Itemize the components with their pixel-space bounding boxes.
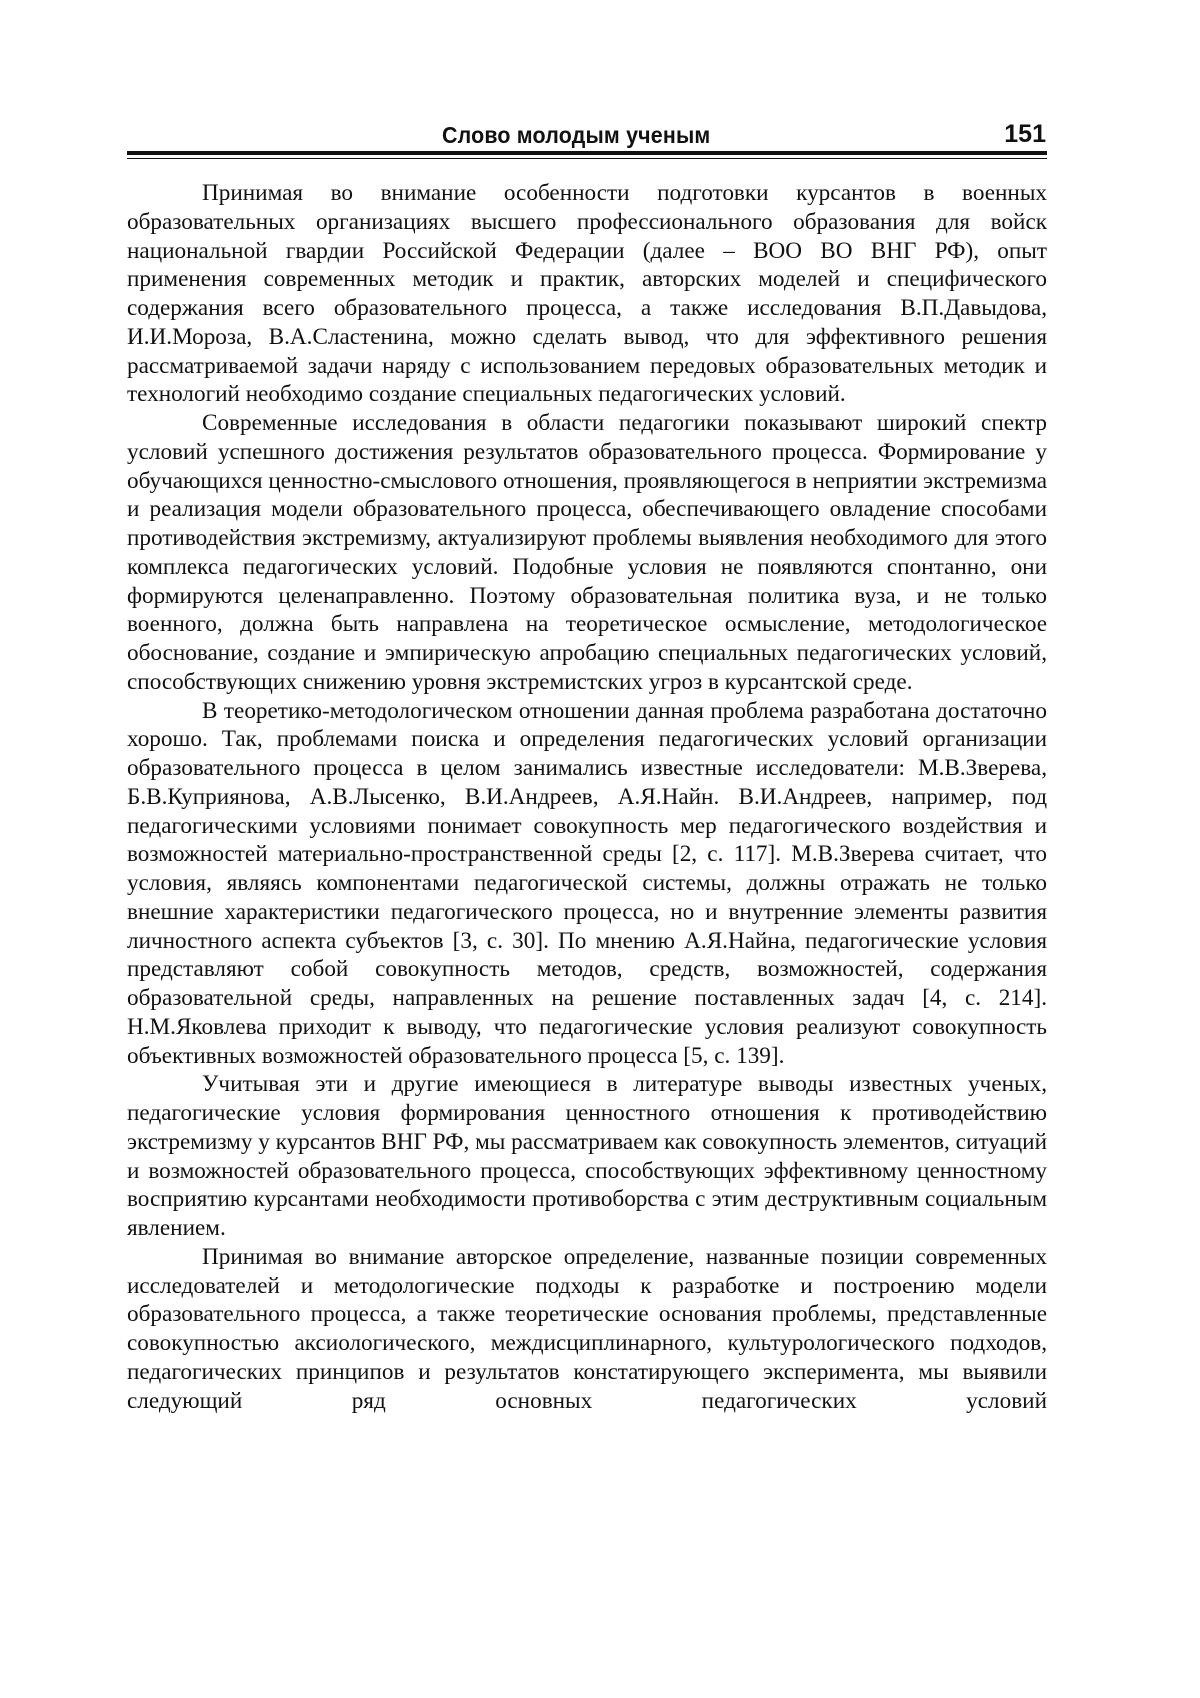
paragraph: Современные исследования в области педагогики показывают широкий спектр условий успешного достижения результатов образовательного процесса. Формирование у обучающихся ценностно-смыслового отношения, проявляющегося в неприятии экстремизма и реализация модели образовательного процесса, обеспечивающего овладение способами противодействия экстремизму, актуализируют проблемы выявления необходимого для этого комплекса педагогических условий. Подобные условия не появляются спонтанно, они формируются целенаправленно. Поэтому образовательная политика вуза, и не только военного, должна быть направлена на теоретическое осмысление, методологическое обоснование, создание и эмпирическую апробацию специальных педагогических условий, способствующих снижению уровня экстремистских угроз в курсантской среде. bbox=[127, 410, 1047, 695]
paragraph: Принимая во внимание авторское определение, названные позиции современных исследователей и методологические подходы к разработке и построению модели образовательного процесса, а также теоретические основания проблемы, представленные совокупностью аксиологического, междисциплинарного, культурологического подходов, педагогических принципов и результатов констатирующего эксперимента, мы выявили следующий ряд основных педагогических условий bbox=[127, 1243, 1047, 1414]
paragraph: Учитывая эти и другие имеющиеся в литературе выводы известных ученых, педагогические условия формирования ценностного отношения к противодействию экстремизму у курсантов ВНГ РФ, мы рассматриваем как совокупность элементов, ситуаций и возможностей образовательного процесса, способствующих эффективному ценностному восприятию курсантами необходимости противоборства с этим деструктивным социальным явлением. bbox=[127, 1071, 1047, 1241]
header-rule-thin bbox=[127, 158, 1047, 159]
page-number: 151 bbox=[1004, 120, 1046, 148]
running-title: Слово молодым ученым bbox=[442, 122, 711, 148]
paragraph: Принимая во внимание особенности подготовки курсантов в военных образовательных организациях высшего профессионального образования для войск национальной гвардии Российской Федерации (далее – ВОО ВО ВНГ РФ), опыт применения современных методик и практик, авторских моделей и специфического содержания всего образовательного процесса, а также исследования В.П.Давыдова, И.И.Мороза, В.А.Сластенина, можно сделать вывод, что для эффективного решения рассматриваемой задачи наряду с использованием передовых образовательных методик и технологий необходимо создание специальных педагогических условий. bbox=[127, 180, 1047, 408]
running-header bbox=[127, 118, 1047, 152]
body-text bbox=[127, 179, 1047, 1415]
header-rule-thick bbox=[127, 151, 1047, 155]
paragraph: В теоретико-методологическом отношении данная проблема разработана достаточно хорошо. Так, проблемами поиска и определения педагогических условий организации образовательного процесса в целом занимались известные исследователи: М.В.Зверева, Б.В.Куприянова, А.В.Лысенко, В.И.Андреев, А.Я.Найн. В.И.Андреев, например, под педагогическими условиями понимает совокупность мер педагогического воздействия и возможностей материально-пространственной среды [2, с. 117]. М.В.Зверева считает, что условия, являясь компонентами педагогической системы, должны отражать не только внешние характеристики педагогического процесса, но и внутренние элементы развития личностного аспекта субъектов [3, с. 30]. По мнению А.Я.Найна, педагогические условия представляют собой совокупность методов, средств, возможностей, содержания образовательной среды, направленных на решение поставленных задач [4, с. 214]. Н.М.Яковлева приходит к выводу, что педагогические условия реализуют совокупность объективных возможностей образовательного процесса [5, с. 139]. bbox=[127, 697, 1047, 1069]
